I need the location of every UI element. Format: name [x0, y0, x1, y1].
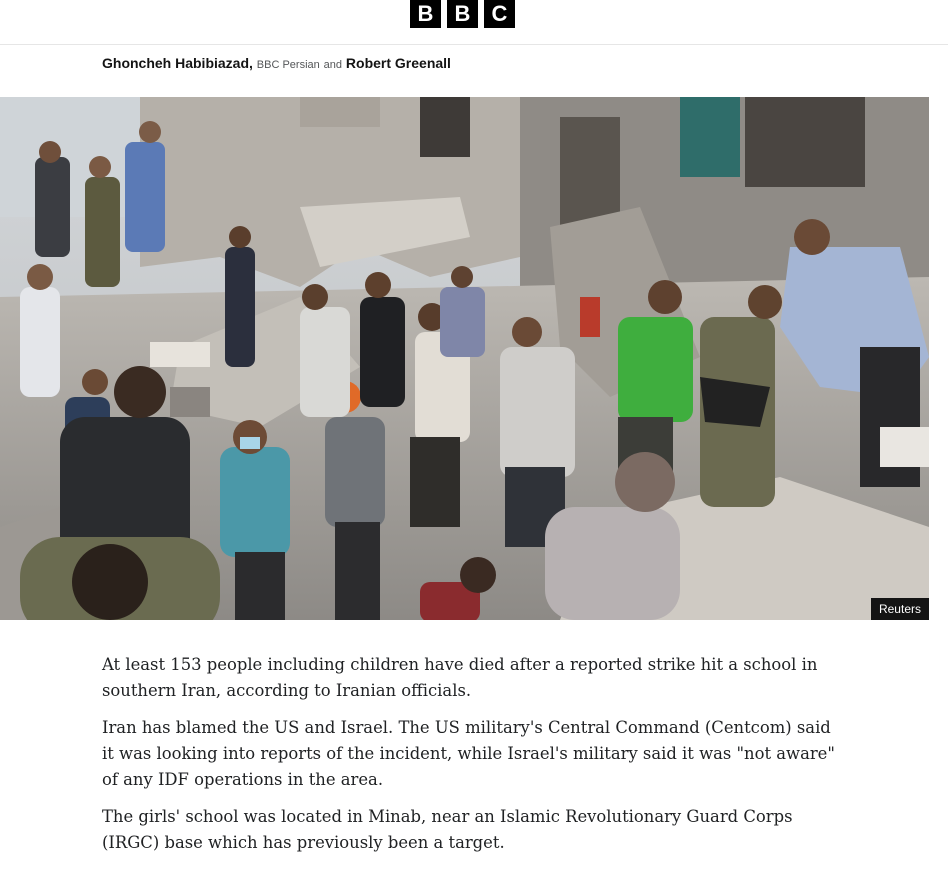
- article-body: [102, 652, 842, 867]
- photo-credit: Reuters: [871, 598, 929, 620]
- byline: [102, 53, 451, 75]
- logo-block-c: C: [484, 0, 515, 28]
- logo-block-b1: B: [410, 0, 441, 28]
- author-link-ghoncheh-habibiazad[interactable]: Ghoncheh Habibiazad,: [102, 55, 253, 71]
- logo-block-b2: B: [447, 0, 478, 28]
- masthead: [0, 0, 948, 45]
- byline-and: and: [323, 59, 343, 71]
- hero-image: [0, 97, 929, 620]
- author-org: BBC Persian: [256, 59, 320, 71]
- bbc-logo[interactable]: [410, 0, 515, 28]
- hero-photo: [0, 97, 929, 620]
- article-paragraph: At least 153 people including children have died after a reported strike hit a school in southern Iran, according to Iranian officials.: [102, 655, 818, 700]
- article-paragraph: The girls' school was located in Minab, near an Islamic Revolutionary Guard Corps (IRGC) base which has previously been a target.: [102, 807, 793, 852]
- article-paragraph: Iran has blamed the US and Israel. The US military's Central Command (Centcom) said it was looking into reports of the incident, while Israel's military said it was "not aware" of any IDF operations in the area.: [102, 718, 835, 789]
- author-link-robert-greenall[interactable]: Robert Greenall: [345, 55, 451, 71]
